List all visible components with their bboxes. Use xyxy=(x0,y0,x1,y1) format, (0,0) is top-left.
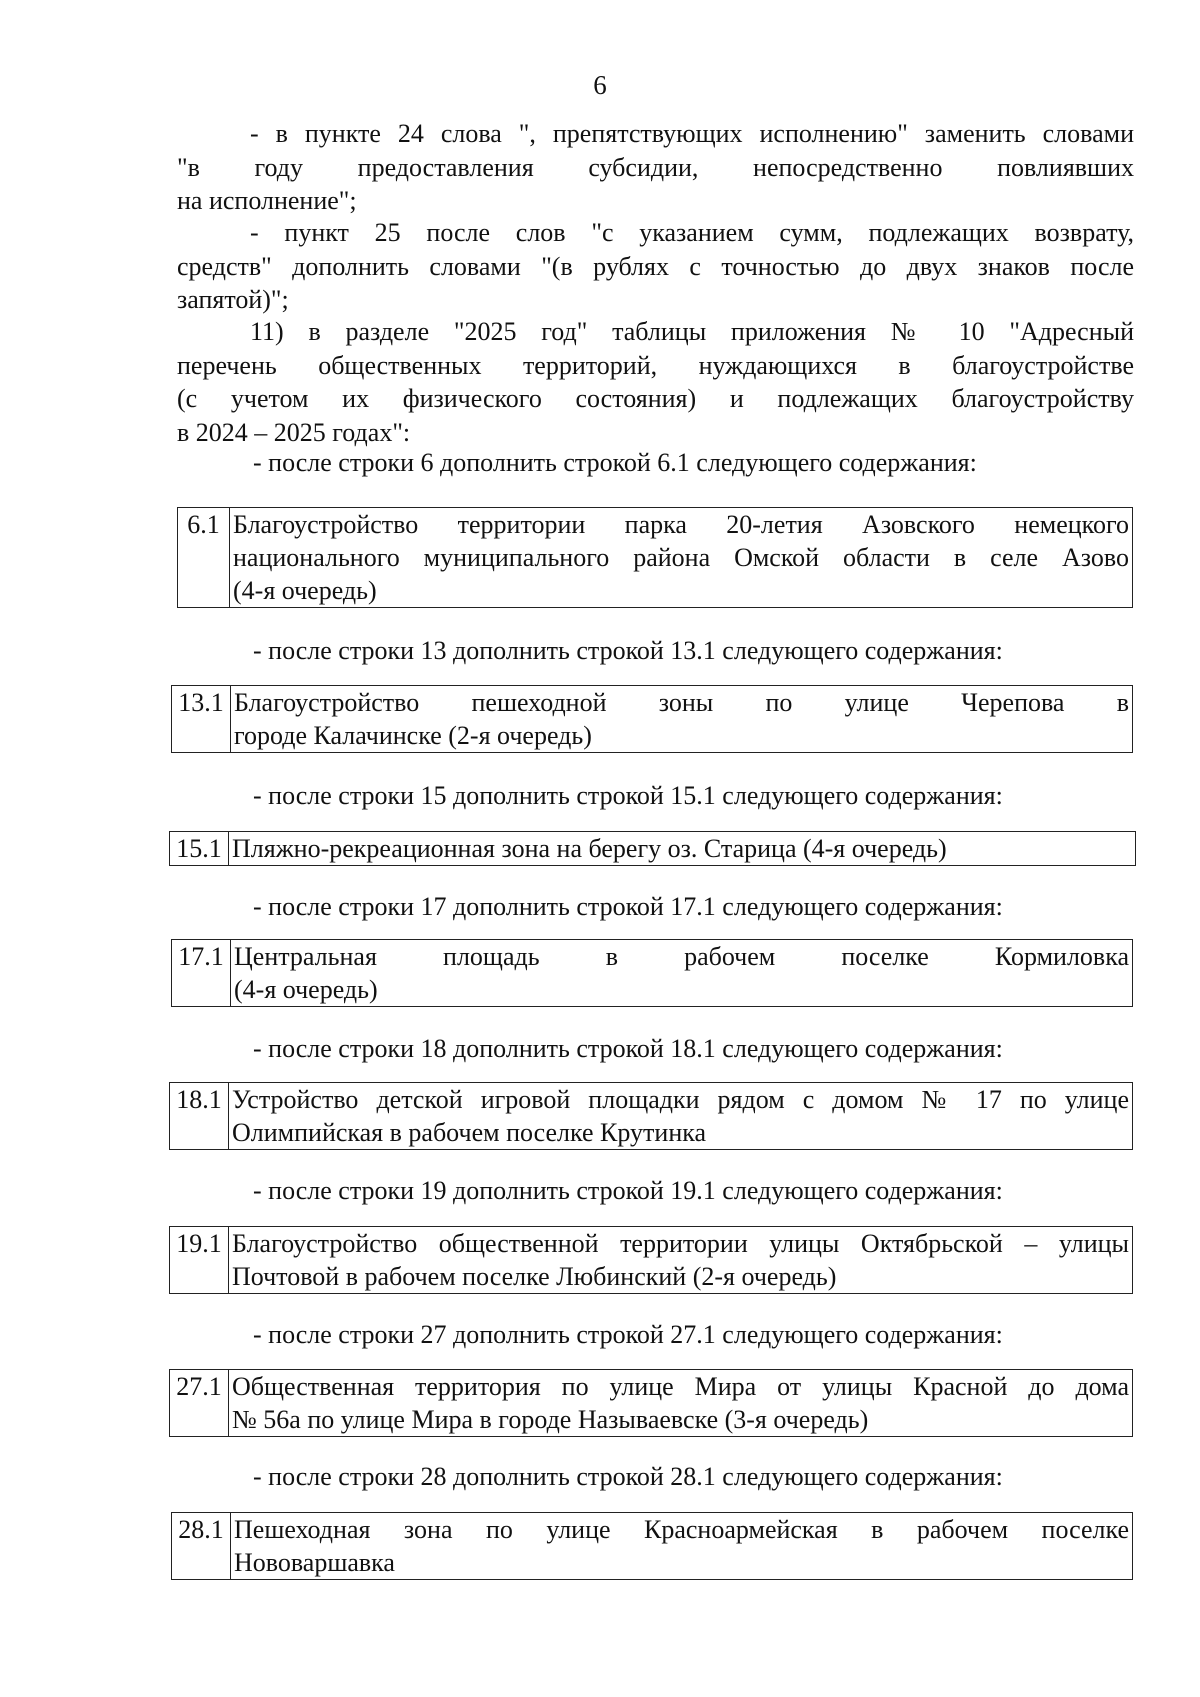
row-text-line: Благоустройство общественной территории улицы Октябрьской – улицы xyxy=(232,1229,1129,1258)
paragraph-line: перечень общественных территорий, нуждающихся в благоустройстве xyxy=(177,350,1134,380)
table-row xyxy=(171,685,1133,753)
insertion-instruction: - после строки 13 дополнить строкой 13.1 следующего содержания: xyxy=(253,636,1003,665)
paragraph-line: (с учетом их физического состояния) и подлежащих благоустройству xyxy=(177,384,1134,413)
row-text-line: Пляжно-рекреационная зона на берегу оз. Старица (4-я очередь) xyxy=(232,834,947,863)
paragraph-line: "в году предоставления субсидии, непосредственно повлиявших xyxy=(177,152,1134,182)
row-text-line: Пешеходная зона по улице Красноармейская в рабочем поселке xyxy=(234,1515,1129,1544)
paragraph-line: в 2024 – 2025 годах": xyxy=(177,417,411,447)
row-text-line: Олимпийская в рабочем поселке Крутинка xyxy=(232,1118,707,1147)
row-text xyxy=(230,508,1133,608)
table-row xyxy=(169,1226,1133,1294)
row-number: 18.1 xyxy=(170,1083,229,1150)
row-text-line: № 56а по улице Мира в городе Называевске (3-я очередь) xyxy=(232,1405,869,1434)
insertion-instruction: - после строки 19 дополнить строкой 19.1 следующего содержания: xyxy=(253,1176,1003,1205)
paragraph-section-11 xyxy=(177,315,1134,449)
row-text xyxy=(229,1227,1133,1294)
row-number: 28.1 xyxy=(172,1513,231,1580)
table-row xyxy=(177,507,1133,608)
table-row xyxy=(169,831,1136,866)
row-number: 15.1 xyxy=(170,832,229,866)
row-text xyxy=(229,1083,1133,1150)
row-text xyxy=(229,1370,1133,1437)
row-text-line: (4-я очередь) xyxy=(233,576,377,605)
row-text-line: (4-я очередь) xyxy=(234,975,378,1004)
row-text xyxy=(231,940,1133,1007)
table-row xyxy=(169,1369,1133,1437)
insertion-instruction: - после строки 27 дополнить строкой 27.1 следующего содержания: xyxy=(253,1320,1003,1349)
paragraph-line: - в пункте 24 слова ", препятствующих исполнению" заменить словами xyxy=(250,119,1134,148)
insertion-instruction: - после строки 28 дополнить строкой 28.1 следующего содержания: xyxy=(253,1462,1003,1491)
paragraph-line: 11) в разделе "2025 год" таблицы приложения № 10 "Адресный xyxy=(250,317,1134,346)
table-row xyxy=(169,1082,1133,1150)
paragraph-line: средств" дополнить словами "(в рублях с точностью до двух знаков после xyxy=(177,251,1134,281)
row-text-line: Нововаршавка xyxy=(234,1548,395,1577)
row-text xyxy=(231,686,1133,753)
insertion-instruction: - после строки 17 дополнить строкой 17.1 следующего содержания: xyxy=(253,892,1003,921)
paragraph-line: запятой)"; xyxy=(177,285,289,314)
row-text-line: Почтовой в рабочем поселке Любинский (2-я очередь) xyxy=(232,1262,837,1291)
paragraph-line: - пункт 25 после слов "с указанием сумм, подлежащих возврату, xyxy=(250,218,1134,247)
row-text xyxy=(231,1513,1133,1580)
row-text-line: Общественная территория по улице Мира от улицы Красной до дома xyxy=(232,1372,1129,1401)
row-text-line: национального муниципального района Омской области в селе Азово xyxy=(233,543,1129,572)
page-number: 6 xyxy=(593,70,607,100)
table-row xyxy=(171,1512,1133,1580)
insertion-instruction: - после строки 15 дополнить строкой 15.1 следующего содержания: xyxy=(253,781,1003,810)
row-text-line: Центральная площадь в рабочем поселке Кормиловка xyxy=(234,942,1129,971)
paragraph-item-24 xyxy=(177,117,1134,218)
row-number: 27.1 xyxy=(170,1370,229,1437)
paragraph-line: на исполнение"; xyxy=(177,186,357,215)
insertion-instruction: - после строки 18 дополнить строкой 18.1 следующего содержания: xyxy=(253,1034,1003,1063)
row-number: 13.1 xyxy=(172,686,231,753)
table-row xyxy=(171,939,1133,1007)
row-number: 6.1 xyxy=(178,508,230,608)
row-text-line: Устройство детской игровой площадки рядом с домом № 17 по улице xyxy=(232,1085,1129,1114)
insertion-instruction: - после строки 6 дополнить строкой 6.1 следующего содержания: xyxy=(253,448,977,477)
row-text-line: городе Калачинске (2-я очередь) xyxy=(234,721,592,750)
paragraph-item-25 xyxy=(177,216,1134,317)
row-number: 19.1 xyxy=(170,1227,229,1294)
row-number: 17.1 xyxy=(172,940,231,1007)
row-text xyxy=(229,832,1136,866)
row-text-line: Благоустройство территории парка 20-летия Азовского немецкого xyxy=(233,510,1129,539)
row-text-line: Благоустройство пешеходной зоны по улице Черепова в xyxy=(234,688,1129,717)
